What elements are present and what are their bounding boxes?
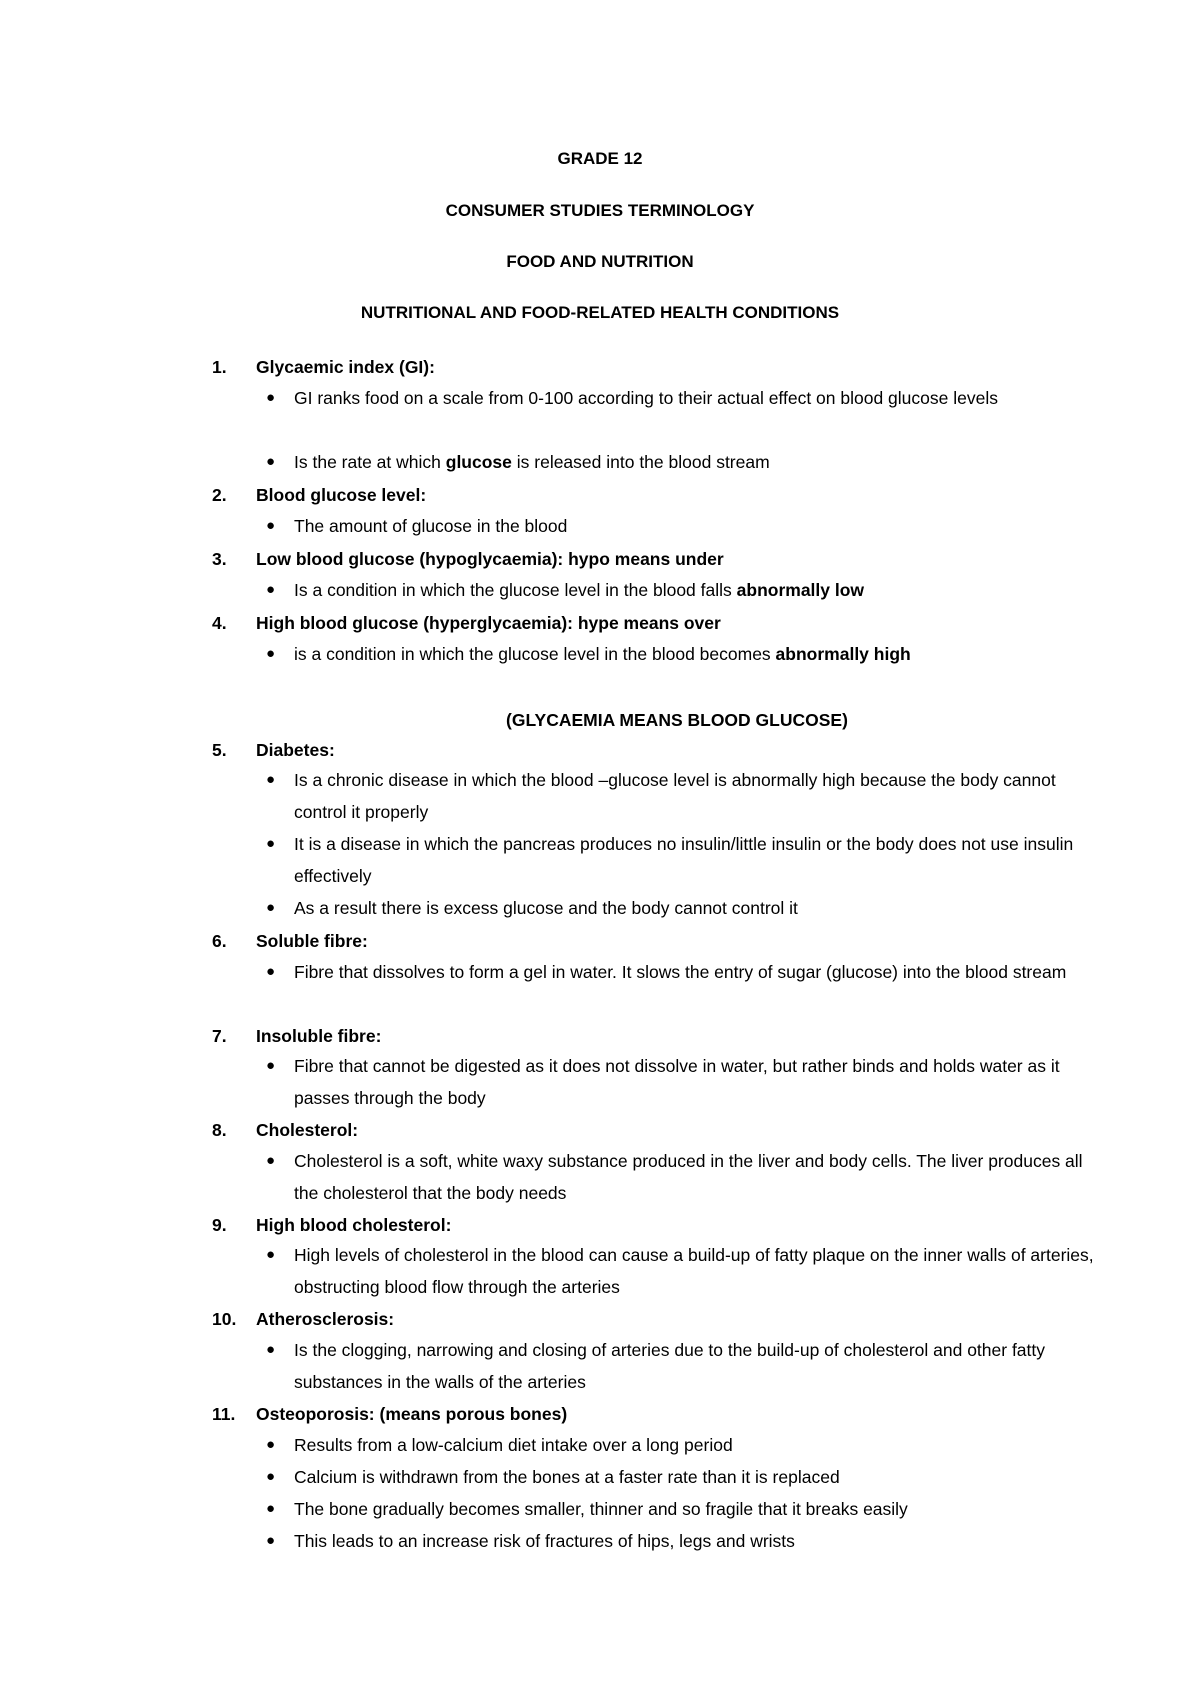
list-item [266,828,1094,892]
term-title [212,1307,394,1331]
glycaemia-note: (GLYCAEMIA MEANS BLOOD GLUCOSE) [506,710,848,730]
bullet-icon: ● [266,517,276,534]
section-heading: NUTRITIONAL AND FOOD-RELATED HEALTH CONDITIONS [360,303,840,322]
term-title [212,929,368,953]
term-number: 8. [212,1120,227,1140]
bullet-icon: ● [266,1152,276,1169]
term-label: Insoluble fibre: [256,1026,382,1046]
term-label: Glycaemic index (GI): [256,357,435,377]
bullet-icon: ● [266,1246,276,1263]
list-item [266,764,1094,828]
term-label: Cholesterol: [256,1120,359,1140]
topic-heading: FOOD AND NUTRITION [506,252,694,271]
bullet-emphasis: glucose [445,452,512,472]
bullet-text: As a result there is excess glucose and the body cannot control it [294,898,798,918]
list-item [266,1461,1094,1493]
bullet-icon: ● [266,453,276,470]
bullet-text: is released into the blood stream [511,452,770,472]
bullet-icon: ● [266,1057,276,1074]
list-item [266,638,1094,670]
bullet-text: Calcium is withdrawn from the bones at a faster rate than it is replaced [294,1467,840,1487]
list-item [266,446,1094,478]
list-item [266,1525,1094,1557]
list-item [266,1239,1094,1303]
list-item [266,510,1094,542]
bullet-text: Is the clogging, narrowing and closing of arteries due to the build-up of cholesterol and other fatty substances in the walls of the arteries [294,1340,1046,1392]
bullet-icon: ● [266,1436,276,1453]
list-item [266,1145,1094,1209]
bullet-text: is a condition in which the glucose level in the blood becomes [294,644,776,664]
term-label: High blood glucose (hyperglycaemia): hype means over [256,613,721,633]
bullet-icon: ● [266,899,276,916]
list-item [266,574,1094,606]
bullet-icon: ● [266,1341,276,1358]
term-label: Atherosclerosis: [256,1309,395,1329]
term-number: 3. [212,549,227,569]
term-title [212,483,426,507]
term-title [212,547,724,571]
subject-heading: CONSUMER STUDIES TERMINOLOGY [445,201,755,220]
bullet-icon: ● [266,581,276,598]
list-item [266,956,1094,988]
list-item [266,1493,1094,1525]
bullet-text: GI ranks food on a scale from 0-100 according to their actual effect on blood glucose levels [294,388,998,408]
term-number: 7. [212,1026,227,1046]
bullet-text: Results from a low-calcium diet intake over a long period [294,1435,733,1455]
bullet-icon: ● [266,835,276,852]
bullet-icon: ● [266,389,276,406]
bullet-text: The amount of glucose in the blood [294,516,568,536]
list-item [266,1429,1094,1461]
grade-heading: GRADE 12 [557,149,643,168]
bullet-text: High levels of cholesterol in the blood can cause a build-up of fatty plaque on the inner walls of arteries, obstructing blood flow through the arteries [294,1245,1094,1297]
term-label: Low blood glucose (hypoglycaemia): hypo means under [256,549,724,569]
bullet-text: Fibre that dissolves to form a gel in water. It slows the entry of sugar (glucose) into the blood stream [294,962,1067,982]
term-title [212,355,435,379]
bullet-icon: ● [266,645,276,662]
term-number: 10. [212,1309,237,1329]
bullet-emphasis: abnormally high [775,644,911,664]
bullet-icon: ● [266,1468,276,1485]
bullet-icon: ● [266,1500,276,1517]
term-label: Osteoporosis: (means porous bones) [256,1404,568,1424]
bullet-emphasis: abnormally low [736,580,865,600]
term-title [212,1024,381,1048]
term-title [212,1118,358,1142]
term-number: 9. [212,1215,227,1235]
term-label: Soluble fibre: [256,931,368,951]
bullet-text: This leads to an increase risk of fractures of hips, legs and wrists [294,1531,795,1551]
term-label: Diabetes: [256,740,335,760]
list-item [266,1050,1094,1114]
term-title [212,1402,567,1426]
bullet-text: Fibre that cannot be digested as it does not dissolve in water, but rather binds and holds water as it passes through the body [294,1056,1060,1108]
bullet-icon: ● [266,1532,276,1549]
term-number: 1. [212,357,227,377]
bullet-text: Cholesterol is a soft, white waxy substance produced in the liver and body cells. The liver produces all the cholesterol that the body needs [294,1151,1083,1203]
bullet-text: Is the rate at which [294,452,446,472]
list-item [266,892,1094,924]
bullet-text: The bone gradually becomes smaller, thinner and so fragile that it breaks easily [294,1499,908,1519]
term-title [212,1213,451,1237]
term-number: 5. [212,740,227,760]
bullet-icon: ● [266,771,276,788]
term-title [212,738,335,762]
list-item [266,1334,1094,1398]
term-number: 6. [212,931,227,951]
bullet-text: Is a condition in which the glucose level in the blood falls [294,580,737,600]
term-number: 4. [212,613,227,633]
bullet-text: It is a disease in which the pancreas produces no insulin/little insulin or the body does not use insulin effectively [294,834,1074,886]
term-title [212,611,721,635]
list-item [266,382,1094,414]
term-label: High blood cholesterol: [256,1215,452,1235]
term-label: Blood glucose level: [256,485,427,505]
bullet-text: Is a chronic disease in which the blood –glucose level is abnormally high because the body cannot control it properly [294,770,1056,822]
term-number: 2. [212,485,227,505]
bullet-icon: ● [266,963,276,980]
term-number: 11. [212,1404,236,1424]
